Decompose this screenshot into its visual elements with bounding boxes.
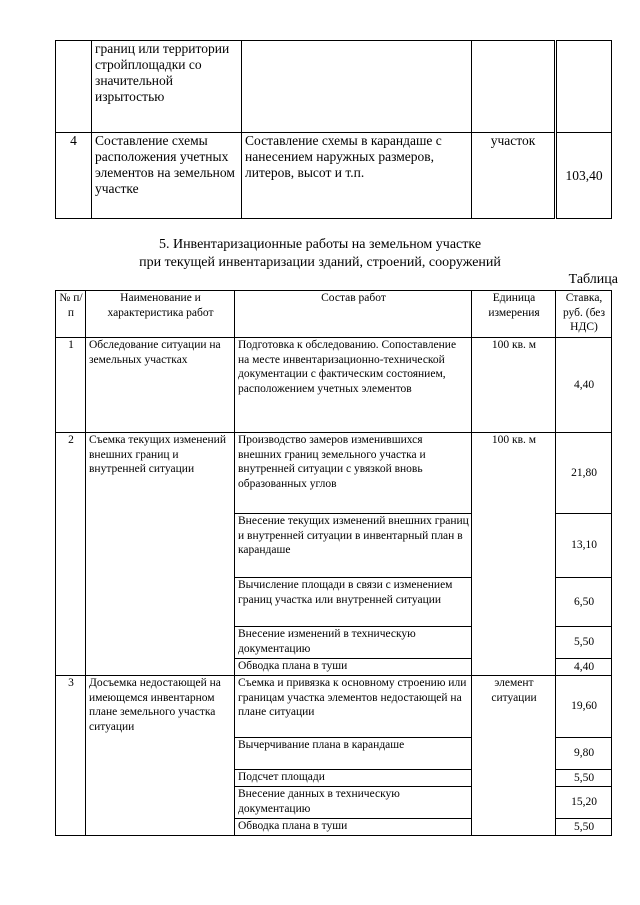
num-cell: 4 — [56, 133, 92, 219]
header-name: Наименование и характеристика работ — [86, 291, 235, 338]
work-cell: Обводка плана в туши — [235, 819, 472, 836]
work-cell: Обводка плана в туши — [235, 659, 472, 676]
work-cell: Вычерчивание плана в карандаше — [235, 738, 472, 770]
work-cell: Внесение текущих изменений внешних границ и внутренней ситуации в инвентарный план в карандаше — [235, 514, 472, 578]
table-row — [56, 41, 612, 133]
rate-cell: 21,80 — [556, 433, 612, 514]
rate-cell: 4,40 — [556, 338, 612, 433]
name-cell: Досъемка недостающей на имеющемся инвентарном плане земельного участка ситуации — [86, 676, 235, 836]
table-caption: Таблица — [568, 272, 618, 287]
table-row — [56, 133, 612, 219]
header-rate: Ставка, руб. (без НДС) — [556, 291, 612, 338]
work-cell: Съемка и привязка к основному строению или границам участка элементов недостающей на плане ситуации — [235, 676, 472, 738]
name-cell: Съемка текущих изменений внешних границ и внутренней ситуации — [86, 433, 235, 676]
num-cell: 2 — [56, 433, 86, 676]
name-cell: границ или территории стройплощадки со значительной изрытостью — [92, 41, 242, 133]
table-row — [56, 433, 612, 514]
num-cell: 1 — [56, 338, 86, 433]
rate-cell: 5,50 — [556, 819, 612, 836]
rate-cell: 5,50 — [556, 627, 612, 659]
header-num: № п/п — [56, 291, 86, 338]
work-cell: Внесение изменений в техническую документацию — [235, 627, 472, 659]
unit-cell: элемент ситуации — [472, 676, 556, 836]
name-cell: Составление схемы расположения учетных элементов на земельном участке — [92, 133, 242, 219]
num-cell — [56, 41, 92, 133]
rate-cell: 4,40 — [556, 659, 612, 676]
section-title-line-1: 5. Инвентаризационные работы на земельном участке — [158, 237, 482, 252]
rate-cell: 6,50 — [556, 578, 612, 627]
work-cell: Подсчет площади — [235, 770, 472, 787]
header-row — [56, 291, 612, 338]
work-cell: Подготовка к обследованию. Сопоставление на месте инвентаризационно-технической документации с фактическим состоянием, расположением учетных элементов — [235, 338, 472, 433]
header-unit: Единица измерения — [472, 291, 556, 338]
continued-table — [55, 40, 612, 219]
table-row — [56, 676, 612, 738]
work-cell: Производство замеров изменившихся внешних границ земельного участка и внутренней ситуации с увязкой вновь образованных углов — [235, 433, 472, 514]
work-cell: Составление схемы в карандаше с нанесением наружных размеров, литеров, высот и т.п. — [242, 133, 472, 219]
rate-cell: 19,60 — [556, 676, 612, 738]
rate-cell: 103,40 — [556, 133, 612, 219]
rate-cell: 9,80 — [556, 738, 612, 770]
work-cell: Внесение данных в техническую документацию — [235, 787, 472, 819]
rate-cell — [556, 41, 612, 133]
unit-cell: 100 кв. м — [472, 433, 556, 676]
name-cell: Обследование ситуации на земельных участках — [86, 338, 235, 433]
unit-cell: 100 кв. м — [472, 338, 556, 433]
rate-cell: 5,50 — [556, 770, 612, 787]
num-cell: 3 — [56, 676, 86, 836]
table-row — [56, 338, 612, 433]
work-cell — [242, 41, 472, 133]
works-table — [55, 290, 612, 836]
rate-cell: 15,20 — [556, 787, 612, 819]
section-title-line-2: при текущей инвентаризации зданий, строений, сооружений — [139, 255, 501, 270]
rate-cell: 13,10 — [556, 514, 612, 578]
header-work: Состав работ — [235, 291, 472, 338]
unit-cell: участок — [472, 133, 556, 219]
work-cell: Вычисление площади в связи с изменением границ участка или внутренней ситуации — [235, 578, 472, 627]
unit-cell — [472, 41, 556, 133]
